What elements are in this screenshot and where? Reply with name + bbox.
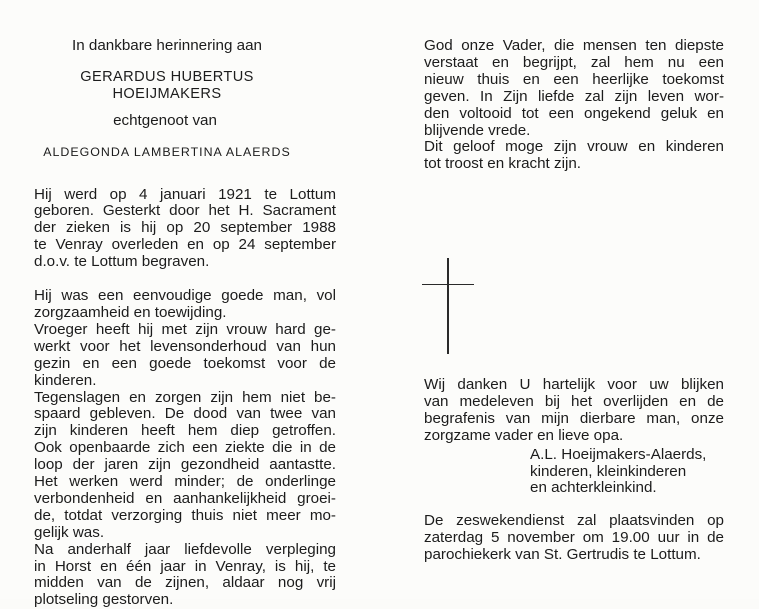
thanks-line: begrafenis van mijn dierbare man, onze bbox=[424, 409, 724, 427]
spouse-intro: echtgenoot van bbox=[113, 111, 217, 129]
signature-line: en achterkleinkind. bbox=[530, 479, 657, 497]
bio-line: der zieken is hij op 20 september 1988 bbox=[34, 219, 336, 237]
body-line: Het werken werd minder; de onderlinge bbox=[34, 473, 336, 491]
prayer-line: God onze Vader, die mensen ten diepste bbox=[424, 37, 724, 54]
prayer-line: blijvende vrede. bbox=[424, 121, 531, 139]
left-column bbox=[34, 38, 336, 609]
prayer-paragraph bbox=[424, 38, 724, 173]
thanks-line: van medeleven bij het overlijden en de bbox=[424, 392, 724, 410]
bio-paragraph bbox=[34, 187, 336, 272]
bio-line: d.o.v. te Lottum begraven. bbox=[34, 253, 210, 271]
signature-line: kinderen, kleinkinderen bbox=[530, 462, 687, 480]
thanks-block bbox=[424, 377, 724, 564]
thanks-line: Wij danken U hartelijk voor uw blijken bbox=[424, 376, 724, 393]
prayer-line: den voltooid tot een ongekend geluk en bbox=[424, 104, 724, 122]
service-line: De zeswekendienst zal plaatsvinden op bbox=[424, 512, 724, 530]
body-line: loop der jaren zijn gezondheid aantastte. bbox=[34, 456, 336, 474]
body-line: gelijk was. bbox=[34, 523, 105, 541]
service-paragraph bbox=[424, 513, 724, 564]
bio-line: Hij werd op 4 januari 1921 te Lottum bbox=[34, 185, 336, 203]
thanks-paragraph bbox=[424, 377, 724, 445]
deceased-name: GERARDUS HUBERTUS HOEIJMAKERS bbox=[80, 68, 254, 102]
body-line: werkt voor het levensonderhoud van hun bbox=[34, 337, 336, 355]
signature-block bbox=[424, 447, 724, 498]
cross-icon-vertical bbox=[447, 258, 449, 354]
prayer-line: nieuw thuis en een heerlijke toekomst bbox=[424, 70, 724, 88]
body-line: Vroeger heeft hij met zijn vrouw hard ge- bbox=[34, 320, 336, 338]
prayer-line: geven. In Zijn liefde zal zijn leven wor- bbox=[424, 87, 724, 105]
body-line: Ook openbaarde zich een ziekte die in de bbox=[34, 439, 336, 457]
body-line: zorgzaamheid en toewijding. bbox=[34, 303, 227, 321]
body-line: Tegenslagen en zorgen zijn hem niet be- bbox=[34, 388, 336, 406]
service-line: parochiekerk van St. Gertrudis te Lottum. bbox=[424, 546, 701, 564]
spacer bbox=[34, 271, 336, 288]
body-line: zijn kinderen heeft hem diep getroffen. bbox=[34, 422, 336, 440]
body-line: spaard gebleven. De dood van twee van bbox=[34, 405, 336, 423]
prayer-line: tot troost en kracht zijn. bbox=[424, 155, 582, 173]
body-line: de, totdat verzorging thuis niet meer mo- bbox=[34, 506, 336, 524]
spouse-name: ALDEGONDA LAMBERTINA ALAERDS bbox=[43, 144, 291, 159]
thanks-line: zorgzame vader en lieve opa. bbox=[424, 426, 624, 444]
bio-line: te Venray overleden en op 24 september bbox=[34, 236, 336, 254]
body-line: plotseling gestorven. bbox=[34, 591, 174, 609]
prayer-line: Dit geloof moge zijn vrouw en kinderen bbox=[424, 138, 724, 156]
cross-icon-horizontal bbox=[422, 284, 474, 285]
body-line: verbondenheid en aanhankelijkheid groei- bbox=[34, 489, 336, 507]
body-line: in Horst en één jaar in Venray, is hij, te bbox=[34, 557, 336, 575]
body-line: midden van de zijnen, aldaar nog vrij bbox=[34, 574, 336, 592]
body-line: kinderen. bbox=[34, 371, 97, 389]
bio-line: geboren. Gesterkt door het H. Sacrament bbox=[34, 202, 336, 220]
body-paragraph bbox=[34, 288, 336, 609]
signature-line: A.L. Hoeijmakers-Alaerds, bbox=[530, 445, 707, 463]
body-line: gezin en een goede toekomst voor de bbox=[34, 354, 336, 372]
body-line: Na anderhalf jaar liefdevolle verpleging bbox=[34, 540, 336, 558]
intro-text: In dankbare herinnering aan bbox=[72, 37, 262, 54]
right-column bbox=[424, 38, 724, 173]
body-line: Hij was een eenvoudige goede man, vol bbox=[34, 287, 336, 305]
prayer-line: verstaat en begrijpt, zal hem nu een bbox=[424, 53, 724, 71]
service-line: zaterdag 5 november om 19.00 uur in de bbox=[424, 529, 724, 547]
